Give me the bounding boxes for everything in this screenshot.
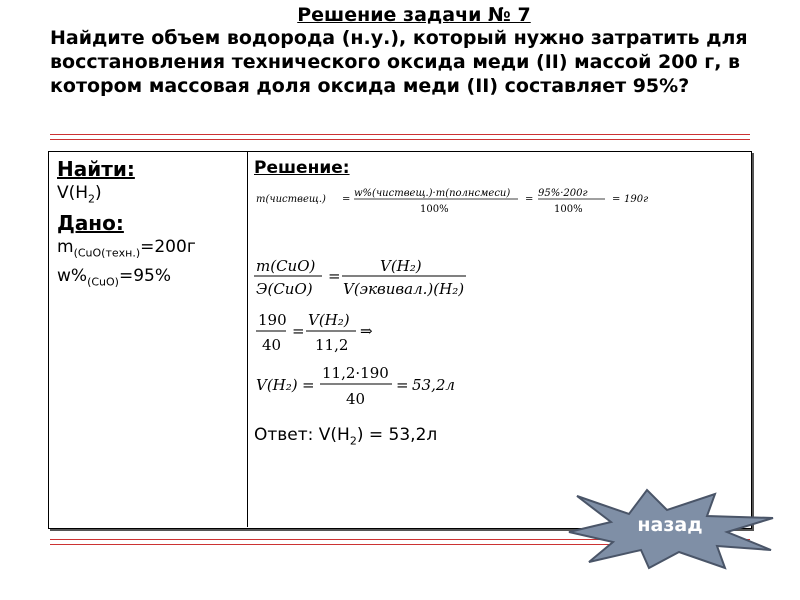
given-fraction-sub: (CuO)	[87, 275, 119, 289]
f1-lhs: m(чиствещ.)	[256, 194, 326, 205]
given-mass	[57, 236, 243, 264]
f4-num: 11,2·190	[322, 364, 389, 382]
f2-num-right: V(H₂)	[380, 257, 422, 275]
formula-pure-mass	[256, 188, 648, 215]
f1-eq2: =	[525, 194, 534, 205]
f4-eq1: =	[302, 376, 315, 394]
f2-eq: =	[328, 267, 341, 285]
page-title: Решение задачи № 7	[297, 4, 531, 26]
answer-sub: 2	[349, 434, 357, 448]
formula-proportion	[256, 311, 373, 354]
back-button[interactable]	[567, 488, 777, 570]
f3-den-left: 40	[262, 336, 282, 354]
find-value-end: )	[95, 183, 102, 203]
given-column	[57, 156, 243, 293]
find-value-sub: 2	[88, 192, 96, 206]
f3-eq: =	[292, 322, 305, 340]
find-value	[57, 182, 243, 210]
f2-den-left: Э(CuO)	[256, 280, 313, 298]
f1-den1: 100%	[420, 204, 449, 215]
solution-formulas	[250, 176, 740, 421]
f4-eq2: =	[396, 376, 409, 394]
f3-num-right: V(H₂)	[308, 311, 350, 329]
given-label: Дано:	[57, 211, 124, 236]
f2-num-left: m(CuO)	[256, 257, 316, 275]
given-mass-sub: (CuO(техн.)	[73, 246, 141, 260]
problem-statement: Найдите объем водорода (н.у.), который нужно затратить для восстановления технического оксида меди (II) массой 200 г, в котором массовая доля оксида меди (II) составляет 95%?	[50, 27, 748, 97]
f4-den: 40	[346, 390, 366, 408]
answer-line	[254, 425, 437, 447]
starburst-icon	[569, 490, 773, 568]
f1-num1: w%(чиствещ.)·m(полнсмеси)	[354, 188, 511, 199]
find-value-main: V(H	[57, 183, 89, 203]
column-divider	[247, 151, 248, 527]
given-fraction-value: =95%	[118, 265, 171, 286]
answer-text: Ответ: V(H	[254, 425, 350, 445]
find-label: Найти:	[57, 157, 135, 181]
f3-den-right: 11,2	[315, 336, 349, 354]
given-mass-symbol: m	[57, 237, 74, 258]
given-fraction-symbol: w%	[57, 265, 88, 286]
back-label: назад	[637, 514, 703, 536]
f2-den-right: V(эквивал.)(H₂)	[343, 280, 465, 298]
f1-num2: 95%·200г	[538, 188, 588, 199]
f4-result: 53,2л	[412, 376, 455, 394]
given-fraction	[57, 265, 243, 293]
f1-eq1: =	[342, 194, 351, 205]
formula-equivalents	[254, 257, 466, 298]
formula-volume	[256, 364, 455, 408]
solution-header	[254, 158, 744, 178]
f1-eq3: =	[612, 194, 621, 205]
f3-num-left: 190	[258, 311, 287, 329]
header	[50, 4, 760, 98]
answer-value: ) = 53,2л	[356, 425, 438, 445]
top-rule	[50, 134, 750, 140]
f4-lhs: V(H₂)	[256, 376, 298, 394]
given-mass-value: =200г	[140, 237, 196, 258]
f1-den2: 100%	[554, 204, 583, 215]
f1-result: 190г	[624, 194, 649, 205]
implies-icon: ⇒	[360, 322, 373, 340]
solution-label: Решение:	[254, 158, 350, 178]
